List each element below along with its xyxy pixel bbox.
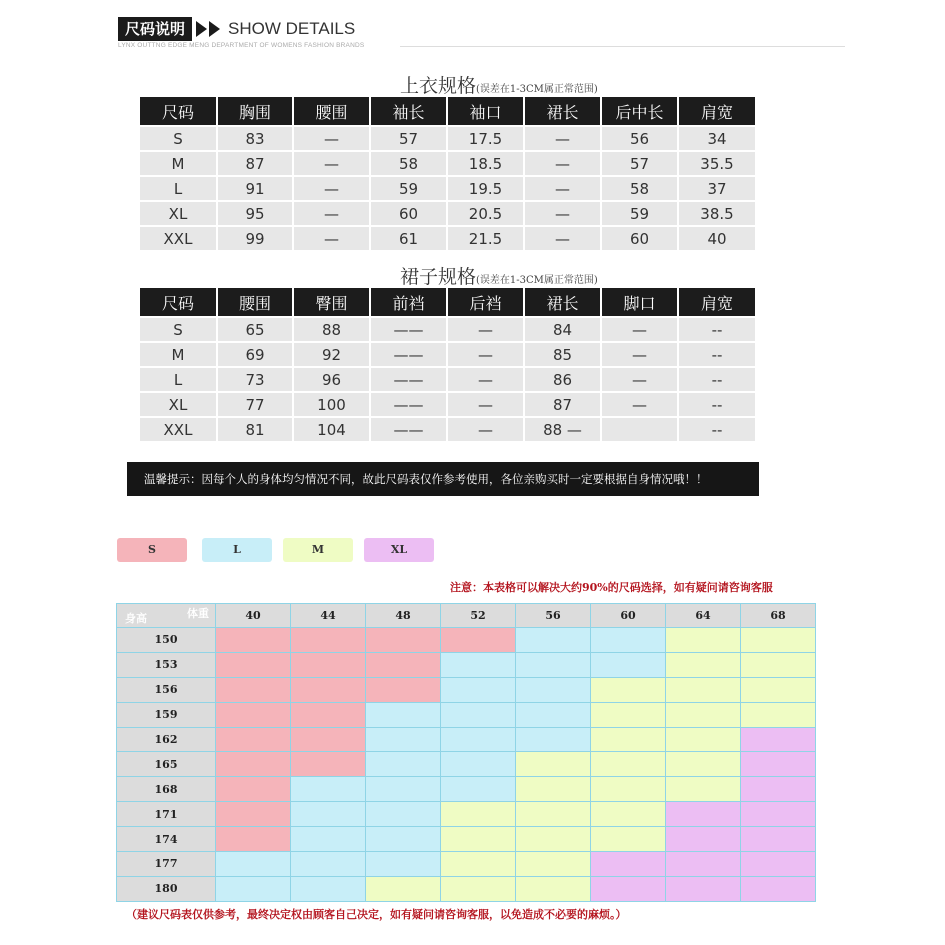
height-cell: 174 [117, 827, 216, 852]
top-table-header-cell: 袖口 [447, 97, 524, 126]
height-cell: 165 [117, 752, 216, 777]
skirt-table-title-text: 裙子规格 [400, 266, 477, 288]
weight-header-cell: 40 [216, 604, 291, 628]
size-cell-xl [666, 827, 741, 852]
top-table-cell: 57 [370, 126, 447, 151]
skirt-table-cell: — [601, 317, 678, 342]
size-cell-m [741, 702, 816, 727]
size-cell-m [516, 802, 591, 827]
size-cell-s [366, 628, 441, 653]
table-row [117, 852, 816, 877]
height-weight-grid [116, 603, 816, 902]
legend-chip-s: S [117, 538, 187, 562]
size-cell-xl [591, 852, 666, 877]
height-cell: 171 [117, 802, 216, 827]
size-cell-l [366, 727, 441, 752]
table-row [140, 126, 756, 151]
skirt-table-cell: -- [678, 342, 756, 367]
top-table-cell: — [524, 126, 601, 151]
skirt-table-cell: -- [678, 367, 756, 392]
size-cell-m [741, 677, 816, 702]
weight-header-cell: 60 [591, 604, 666, 628]
table-row [117, 727, 816, 752]
table-row [117, 777, 816, 802]
skirt-table-cell: —— [370, 417, 447, 442]
top-table-cell: 59 [370, 176, 447, 201]
show-details-title: SHOW DETAILS [228, 19, 356, 38]
size-cell-m [591, 727, 666, 752]
size-cell-m [441, 876, 516, 901]
size-cell-s [291, 752, 366, 777]
height-cell: 168 [117, 777, 216, 802]
top-table-cell: 61 [370, 226, 447, 251]
table-row [117, 628, 816, 653]
size-cell-xl [741, 852, 816, 877]
skirt-table-header-cell: 前裆 [370, 288, 447, 317]
size-cell-s [441, 628, 516, 653]
size-cell-s [291, 628, 366, 653]
weight-header-cell: 68 [741, 604, 816, 628]
size-cell-l [366, 802, 441, 827]
size-cell-m [591, 677, 666, 702]
top-table-cell: 18.5 [447, 151, 524, 176]
table-row [117, 752, 816, 777]
top-table-cell: — [293, 126, 370, 151]
top-table-cell: XL [140, 201, 217, 226]
size-cell-m [666, 727, 741, 752]
top-table-header-cell: 胸围 [217, 97, 293, 126]
top-table-cell: — [293, 151, 370, 176]
top-table-cell: XXL [140, 226, 217, 251]
top-table-cell: M [140, 151, 217, 176]
skirt-table-header-cell: 尺码 [140, 288, 217, 317]
size-cell-m [741, 628, 816, 653]
top-table-cell: 60 [601, 226, 678, 251]
top-table-cell: 59 [601, 201, 678, 226]
skirt-table-title [400, 262, 598, 289]
top-table-header-cell: 袖长 [370, 97, 447, 126]
size-cell-m [666, 652, 741, 677]
size-cell-m [741, 652, 816, 677]
weight-axis-label: 体重 [187, 607, 209, 620]
weight-header-row [117, 604, 816, 628]
skirt-table-cell: L [140, 367, 217, 392]
size-cell-l [366, 702, 441, 727]
size-cell-m [441, 827, 516, 852]
skirt-table-cell: 81 [217, 417, 293, 442]
size-cell-s [216, 652, 291, 677]
size-cell-xl [666, 802, 741, 827]
table-row [140, 392, 756, 417]
height-cell: 153 [117, 652, 216, 677]
size-cell-xl [741, 827, 816, 852]
size-cell-m [591, 827, 666, 852]
table-row [117, 876, 816, 901]
skirt-table-cell: -- [678, 417, 756, 442]
size-cell-l [216, 876, 291, 901]
skirt-size-table [140, 288, 757, 443]
top-table-cell: — [293, 176, 370, 201]
height-cell: 156 [117, 677, 216, 702]
size-cell-xl [666, 852, 741, 877]
size-cell-l [366, 827, 441, 852]
double-arrow-icon [196, 21, 220, 37]
top-table-cell: 58 [601, 176, 678, 201]
table-row [140, 201, 756, 226]
top-table-cell: — [524, 201, 601, 226]
table-row [117, 677, 816, 702]
size-cell-m [516, 852, 591, 877]
size-cell-m [666, 752, 741, 777]
size-cell-m [666, 677, 741, 702]
size-cell-s [216, 777, 291, 802]
top-table-header-row [140, 97, 756, 126]
skirt-table-cell: 86 [524, 367, 601, 392]
top-table-cell: 35.5 [678, 151, 756, 176]
skirt-table-header-cell: 后裆 [447, 288, 524, 317]
size-cell-m [666, 628, 741, 653]
top-table-cell: 40 [678, 226, 756, 251]
table-row [140, 176, 756, 201]
top-table-note: (误差在1-3CM属正常范围) [476, 84, 598, 95]
size-cell-l [441, 652, 516, 677]
size-cell-l [366, 852, 441, 877]
size-cell-m [516, 876, 591, 901]
skirt-table-cell: 73 [217, 367, 293, 392]
size-cell-m [666, 777, 741, 802]
skirt-table-cell: 96 [293, 367, 370, 392]
top-table-cell: — [524, 226, 601, 251]
top-size-table [140, 97, 757, 252]
size-cell-m [591, 777, 666, 802]
section-header [118, 17, 355, 41]
top-table-cell: L [140, 176, 217, 201]
table-row [140, 151, 756, 176]
size-cell-m [591, 752, 666, 777]
top-table-cell: 91 [217, 176, 293, 201]
height-cell: 150 [117, 628, 216, 653]
size-cell-m [441, 802, 516, 827]
skirt-table-cell: 104 [293, 417, 370, 442]
height-axis-label: 身高 [125, 612, 147, 625]
skirt-table-header-cell: 裙长 [524, 288, 601, 317]
top-table-cell: S [140, 126, 217, 151]
skirt-table-cell: S [140, 317, 217, 342]
skirt-table-cell: —— [370, 342, 447, 367]
top-table-header-cell: 裙长 [524, 97, 601, 126]
top-table-cell: 87 [217, 151, 293, 176]
size-cell-l [516, 652, 591, 677]
table-row [117, 802, 816, 827]
height-cell: 180 [117, 876, 216, 901]
top-table-cell: 60 [370, 201, 447, 226]
skirt-table-cell: 84 [524, 317, 601, 342]
brand-subtitle: LYNX OUTTNG EDGE MENG DEPARTMENT OF WOMENS FASHION BRANDS [118, 42, 365, 49]
size-info-badge: 尺码说明 [118, 17, 192, 41]
size-cell-xl [741, 752, 816, 777]
grid-corner [117, 604, 216, 628]
accuracy-note: 注意：本表格可以解决大约90%的尺码选择，如有疑问请咨询客服 [450, 581, 773, 594]
size-cell-xl [741, 727, 816, 752]
size-cell-m [591, 802, 666, 827]
size-cell-l [291, 777, 366, 802]
size-cell-l [366, 777, 441, 802]
size-cell-l [216, 852, 291, 877]
size-cell-l [441, 702, 516, 727]
top-table-cell: 99 [217, 226, 293, 251]
top-table-cell: 37 [678, 176, 756, 201]
skirt-table-cell: —— [370, 367, 447, 392]
size-cell-m [516, 827, 591, 852]
skirt-table-cell: — [447, 367, 524, 392]
top-table-cell: 83 [217, 126, 293, 151]
size-cell-l [291, 876, 366, 901]
skirt-table-cell: —— [370, 317, 447, 342]
size-cell-xl [666, 876, 741, 901]
skirt-table-cell: — [447, 317, 524, 342]
skirt-table-note: (误差在1-3CM属正常范围) [476, 275, 598, 286]
skirt-table-cell [601, 417, 678, 442]
table-row [117, 827, 816, 852]
skirt-table-header-cell: 臀围 [293, 288, 370, 317]
skirt-table-cell: XXL [140, 417, 217, 442]
skirt-table-cell: 69 [217, 342, 293, 367]
legend-chip-xl: XL [364, 538, 434, 562]
top-table-title [400, 71, 598, 98]
top-table-cell: 20.5 [447, 201, 524, 226]
table-row [117, 652, 816, 677]
header-divider [400, 46, 845, 47]
top-table-header-cell: 肩宽 [678, 97, 756, 126]
top-table-cell: — [293, 201, 370, 226]
size-cell-l [516, 677, 591, 702]
skirt-table-header-cell: 脚口 [601, 288, 678, 317]
size-cell-m [516, 777, 591, 802]
size-cell-s [366, 677, 441, 702]
skirt-table-cell: — [601, 392, 678, 417]
size-cell-m [366, 876, 441, 901]
size-cell-s [216, 677, 291, 702]
skirt-table-header-cell: 腰围 [217, 288, 293, 317]
table-row [140, 417, 756, 442]
weight-header-cell: 56 [516, 604, 591, 628]
size-cell-s [216, 727, 291, 752]
table-row [117, 702, 816, 727]
skirt-table-cell: — [447, 392, 524, 417]
size-cell-xl [741, 777, 816, 802]
top-table-cell: 57 [601, 151, 678, 176]
table-row [140, 317, 756, 342]
size-cell-m [591, 702, 666, 727]
skirt-table-cell: —— [370, 392, 447, 417]
skirt-table-cell: — [447, 342, 524, 367]
size-cell-xl [741, 802, 816, 827]
height-cell: 162 [117, 727, 216, 752]
size-cell-l [591, 628, 666, 653]
tip-banner: 温馨提示：因每个人的身体均匀情况不同，故此尺码表仅作参考使用，各位亲购买时一定要根据自身情况哦！！ [127, 462, 759, 496]
size-cell-l [591, 652, 666, 677]
size-cell-xl [741, 876, 816, 901]
top-table-cell: 38.5 [678, 201, 756, 226]
skirt-table-cell: 100 [293, 392, 370, 417]
weight-header-cell: 52 [441, 604, 516, 628]
legend-chip-l: L [202, 538, 272, 562]
size-cell-s [291, 677, 366, 702]
size-cell-l [441, 752, 516, 777]
skirt-table-header-row [140, 288, 756, 317]
skirt-table-cell: -- [678, 392, 756, 417]
size-cell-m [666, 702, 741, 727]
top-table-cell: 34 [678, 126, 756, 151]
top-table-cell: — [293, 226, 370, 251]
table-row [140, 367, 756, 392]
skirt-table-cell: 92 [293, 342, 370, 367]
top-table-cell: — [524, 176, 601, 201]
skirt-table-cell: — [601, 342, 678, 367]
top-table-cell: 56 [601, 126, 678, 151]
top-table-title-text: 上衣规格 [400, 75, 477, 97]
size-cell-s [291, 727, 366, 752]
size-cell-s [291, 652, 366, 677]
size-cell-s [216, 827, 291, 852]
top-table-cell: 21.5 [447, 226, 524, 251]
skirt-table-cell: 77 [217, 392, 293, 417]
size-cell-l [441, 677, 516, 702]
size-cell-l [441, 777, 516, 802]
skirt-table-cell: M [140, 342, 217, 367]
size-cell-m [516, 752, 591, 777]
skirt-table-cell: 88 — [524, 417, 601, 442]
size-cell-l [291, 852, 366, 877]
size-cell-xl [591, 876, 666, 901]
top-table-header-cell: 后中长 [601, 97, 678, 126]
skirt-table-cell: 85 [524, 342, 601, 367]
size-cell-s [216, 802, 291, 827]
top-table-header-cell: 尺码 [140, 97, 217, 126]
table-row [140, 342, 756, 367]
footer-note: （建议尺码表仅供参考，最终决定权由顾客自己决定，如有疑问请咨询客服，以免造成不必要的麻烦。） [126, 908, 627, 921]
top-table-cell: 19.5 [447, 176, 524, 201]
size-cell-l [441, 727, 516, 752]
skirt-table-cell: 87 [524, 392, 601, 417]
legend-chip-m: M [283, 538, 353, 562]
skirt-table-cell: 65 [217, 317, 293, 342]
top-table-cell: — [524, 151, 601, 176]
size-cell-s [366, 652, 441, 677]
table-row [140, 226, 756, 251]
size-cell-s [216, 628, 291, 653]
weight-header-cell: 48 [366, 604, 441, 628]
skirt-table-cell: — [601, 367, 678, 392]
skirt-table-cell: 88 [293, 317, 370, 342]
height-cell: 177 [117, 852, 216, 877]
skirt-table-cell: -- [678, 317, 756, 342]
weight-header-cell: 44 [291, 604, 366, 628]
skirt-table-header-cell: 肩宽 [678, 288, 756, 317]
top-table-cell: 95 [217, 201, 293, 226]
top-table-cell: 58 [370, 151, 447, 176]
size-cell-l [366, 752, 441, 777]
size-cell-l [291, 827, 366, 852]
size-cell-l [516, 727, 591, 752]
skirt-table-cell: — [447, 417, 524, 442]
size-cell-s [216, 752, 291, 777]
top-table-header-cell: 腰围 [293, 97, 370, 126]
size-cell-l [516, 702, 591, 727]
skirt-table-cell: XL [140, 392, 217, 417]
weight-header-cell: 64 [666, 604, 741, 628]
size-cell-s [291, 702, 366, 727]
height-cell: 159 [117, 702, 216, 727]
top-table-cell: 17.5 [447, 126, 524, 151]
size-cell-m [441, 852, 516, 877]
size-cell-l [291, 802, 366, 827]
size-cell-l [516, 628, 591, 653]
size-cell-s [216, 702, 291, 727]
